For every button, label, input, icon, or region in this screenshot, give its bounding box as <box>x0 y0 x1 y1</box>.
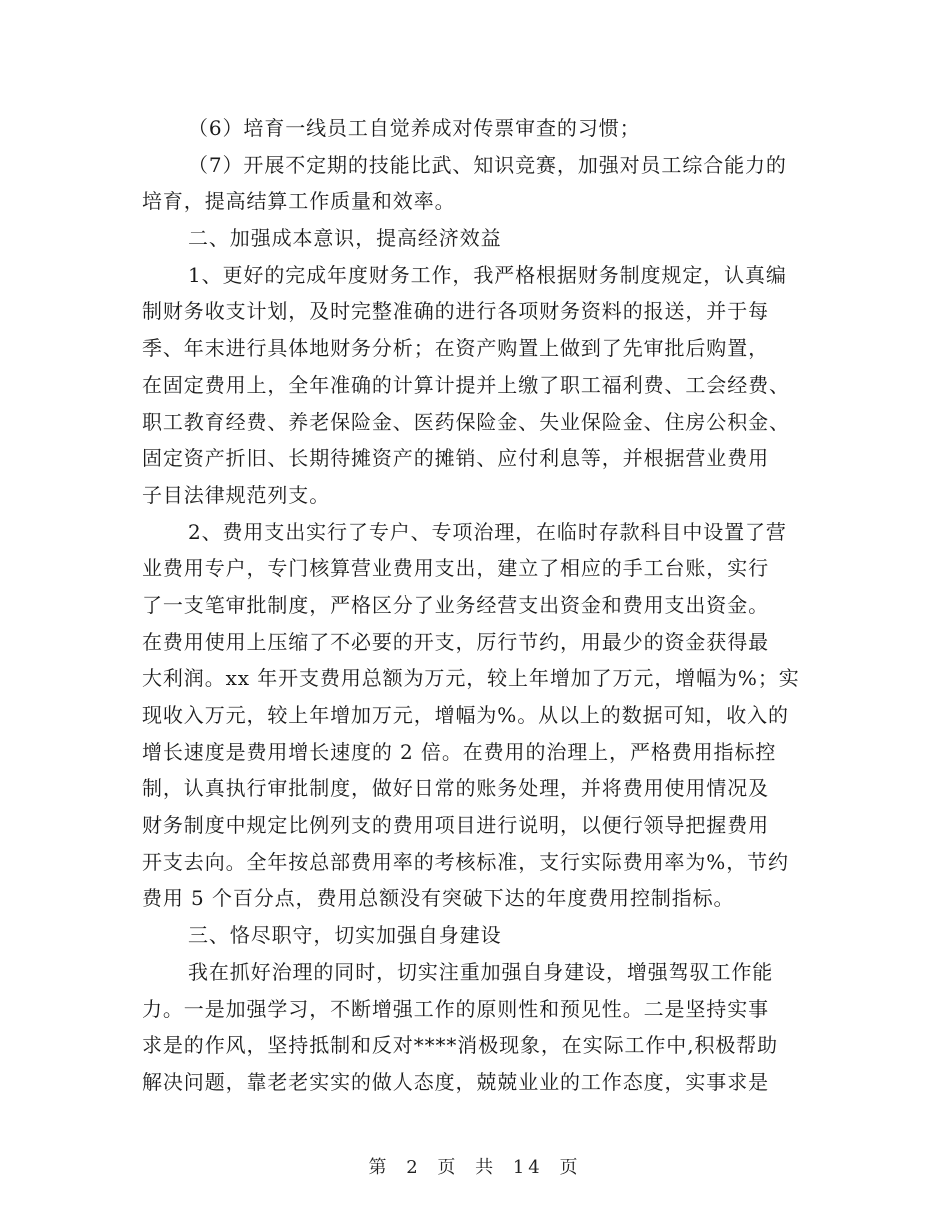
text-line: 1、更好的完成年度财务工作，我严格根据财务制度规定，认真编 <box>188 262 787 287</box>
text-line: 增长速度是费用增长速度的 2 倍。在费用的治理上，严格费用指标控 <box>142 739 777 764</box>
document-body <box>142 110 810 1101</box>
section-heading: 二、加强成本意识，提高经济效益 <box>188 226 502 251</box>
text-line: 培育，提高结算工作质量和效率。 <box>142 189 456 214</box>
text-line: 费用 5 个百分点，费用总额没有突破下达的年度费用控制指标。 <box>142 886 735 911</box>
page-number-footer: 第 2 页 共 14 页 <box>368 1157 582 1178</box>
text-line: 我在抓好治理的同时，切实注重加强自身建设，增强驾驭工作能 <box>188 959 774 984</box>
text-line: 职工教育经费、养老保险金、医药保险金、失业保险金、住房公积金、 <box>142 409 790 434</box>
text-line: 2、费用支出实行了专户、专项治理，在临时存款科目中设置了营 <box>188 519 787 544</box>
text-line: 现收入万元，较上年增加万元，增幅为%。从以上的数据可知，收入的 <box>142 703 789 727</box>
text-line: 制，认真执行审批制度，做好日常的账务处理，并将费用使用情况及 <box>142 776 769 801</box>
text-line: 求是的作风，坚持抵制和反对****消极现象，在实际工作中,积极帮助 <box>142 1033 779 1058</box>
text-line: 固定资产折旧、长期待摊资产的摊销、应付利息等，并根据营业费用 <box>142 446 769 471</box>
text-line: 在费用使用上压缩了不必要的开支，厉行节约，用最少的资金获得最 <box>142 629 769 654</box>
text-line: 在固定费用上，全年准确的计算计提并上缴了职工福利费、工会经费、 <box>142 372 790 397</box>
text-line: 子目法律规范列支。 <box>142 482 331 507</box>
text-line: 财务制度中规定比例列支的费用项目进行说明，以便行领导把握费用 <box>142 813 769 838</box>
text-line: 制财务收支计划，及时完整准确的进行各项财务资料的报送，并于每 <box>142 299 769 324</box>
text-line: 业费用专户，专门核算营业费用支出，建立了相应的手工台账，实行 <box>142 556 769 581</box>
text-line: 了一支笔审批制度，严格区分了业务经营支出资金和费用支出资金。 <box>142 592 769 617</box>
text-line: 大利润。xx 年开支费用总额为万元，较上年增加了万元，增幅为%；实 <box>142 666 800 691</box>
text-line: 季、年末进行具体地财务分析；在资产购置上做到了先审批后购置， <box>142 336 769 361</box>
text-line: （6）培育一线员工自觉养成对传票审查的习惯； <box>188 116 641 140</box>
text-line: 解决问题，靠老老实实的做人态度，兢兢业业的工作态度，实事求是 <box>142 1069 769 1094</box>
text-line: 开支去向。全年按总部费用率的考核标准，支行实际费用率为%，节约 <box>142 849 789 874</box>
text-line: 力。一是加强学习，不断增强工作的原则性和预见性。二是坚持实事 <box>142 996 769 1021</box>
text-line: （7）开展不定期的技能比武、知识竞赛，加强对员工综合能力的 <box>188 152 787 177</box>
section-heading: 三、恪尽职守，切实加强自身建设 <box>188 923 502 948</box>
